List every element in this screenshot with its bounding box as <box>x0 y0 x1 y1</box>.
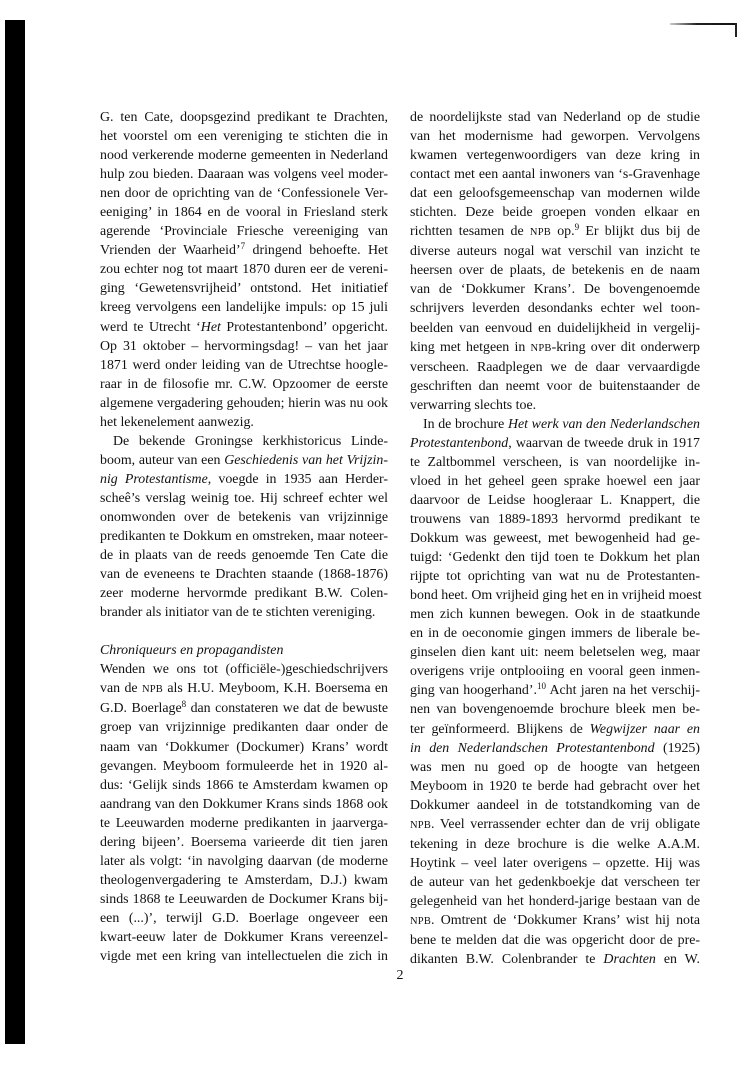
text-line: Op 31 oktober – hervormingsdag! – van het jaar <box>100 338 388 354</box>
text-line: de auteur van het gedenkboekje dat verscheen ter <box>410 874 700 890</box>
text-line <box>100 470 388 489</box>
text-line: een (...)’, terwijl G.D. Boerlage ongeveer een <box>100 910 388 926</box>
text-run: Protestantenbond’ opgericht. <box>220 319 388 335</box>
text-line <box>410 222 700 242</box>
text-run: dan constateren we dat de bewuste <box>186 701 388 717</box>
text-line: dat een geloofsgemeenschap van modernen wilde <box>410 186 700 202</box>
text-run: -kring over dit onderwerp <box>551 339 700 355</box>
text-line: contact met een aantal inwoners van ‘s-Gravenhage <box>410 167 700 183</box>
abbreviation: NPB <box>141 684 163 696</box>
text-run: van de <box>100 681 142 697</box>
text-line: verwarring slechts toe. <box>410 397 537 413</box>
text-line: rijpte tot oprichting van wat nu de Protestanten- <box>410 569 700 585</box>
paragraph <box>100 108 388 432</box>
footnote-ref[interactable]: 8 <box>181 699 187 710</box>
text-line: heersen over de plaats, de betekenis en de naam <box>410 263 700 279</box>
text-line <box>100 451 388 470</box>
page-number: 2 <box>396 968 404 983</box>
italic-run: Geschiedenis van het Vrijzin- <box>224 452 388 468</box>
text-line: algemene vergadering gehouden; hierin was nu ook <box>100 395 388 411</box>
text-line <box>410 815 700 835</box>
crop-mark-vertical <box>735 23 737 37</box>
text-line: tuigd: ‘Gedenkt den tijd toen te Dokkum het plan <box>410 550 700 566</box>
italic-run: Protestantenbond <box>410 435 509 451</box>
text-run: ging van hoogerhand’. <box>410 683 537 699</box>
text-run: werd te Utrecht ‘ <box>100 319 201 335</box>
italic-run: Het <box>200 319 221 335</box>
footnote-ref[interactable]: 7 <box>240 241 246 252</box>
text-line: tekening in deze brochure is die welke A.A.M. <box>410 836 700 852</box>
text-line: sinds 1868 te Leeuwarden de Dockumer Krans bij- <box>100 891 388 907</box>
text-line: van de ‘Dokkumer Krans’. De bovengenoemde <box>410 282 700 298</box>
text-line: men zich kunnen bewegen. Ook in de staatkunde <box>410 607 700 623</box>
text-run: dringend behoefte. Het <box>245 243 388 259</box>
text-line: hulp zou bieden. Daaraan was volgens veel moder- <box>100 167 388 183</box>
text-line: van het modernisme had geworpen. Vervolgens <box>410 129 700 145</box>
text-line: zou echter nog tot maart 1870 duren eer de vereni- <box>100 262 388 278</box>
text-run: . Veel verrassender echter dan de vrij obligate <box>431 816 700 832</box>
text-line: beelden van eenvoud en duidelijkheid in vergelij- <box>410 320 700 336</box>
text-line: later als volgt: ‘in navolging daarvan (de moderne <box>100 853 388 869</box>
text-line: Dokkum was geweest, met bewogenheid had ge- <box>410 531 700 547</box>
text-line <box>410 950 700 969</box>
text-line: te Zaltbommel verscheen, is van noordelijke in- <box>410 454 700 470</box>
footnote-ref[interactable]: 10 <box>536 681 546 692</box>
text-run: , voegde in 1935 aan Herder- <box>207 471 388 487</box>
text-line: trouwens van 1889-1893 hervormd predikant te <box>410 511 700 527</box>
text-line: het lekenelement aanwezig. <box>100 414 254 430</box>
text-line: de in plaats van de reeds genoemde Ten Cate die <box>100 548 388 564</box>
text-line: dus: ‘Gelijk sinds 1866 te Amsterdam kwamen op <box>100 777 388 793</box>
scan-edge-bar <box>5 20 25 1044</box>
text-line: groep van vrijzinnige predikanten daar onder de <box>100 720 388 736</box>
text-line: naam van ‘Dokkumer (Dockumer) Krans’ wordt <box>100 739 388 755</box>
text-line: agerende ‘Provinciale Friesche vereeniging van <box>100 224 388 240</box>
text-line <box>100 318 388 337</box>
crop-mark-horizontal <box>670 23 737 25</box>
italic-run: Het werk van den Nederlandschen <box>507 416 700 432</box>
text-line: dering bijeen’. Boersema varieerde dit tien jaren <box>100 834 388 850</box>
text-run: G.D. Boerlage <box>100 701 182 717</box>
text-line: te Leeuwarden moderne predikanten in jaarverga- <box>100 815 388 831</box>
abbreviation: NPB <box>410 819 432 831</box>
text-line: de noordelijkste stad van Nederland op de studie <box>410 110 700 125</box>
text-line: De bekende Groningse kerkhistoricus Linde- <box>113 433 388 449</box>
text-run: en W. <box>655 952 700 968</box>
italic-run: Wegwijzer naar en <box>589 721 700 737</box>
text-run: op. <box>550 224 575 240</box>
abbreviation: NPB <box>529 227 551 239</box>
text-line <box>100 679 388 699</box>
text-line: kwamen vertegenwoordigers van deze kring in <box>410 148 700 164</box>
text-line: geschriften dan neemt voor de buitenstaander de <box>410 378 700 394</box>
text-line: van de eveneens te Drachten staande (1868-1876) <box>100 567 388 583</box>
text-line: Dokkumer aandeel in de totstandkoming van de <box>410 797 700 813</box>
text-line <box>410 720 700 739</box>
text-line <box>410 434 700 453</box>
text-line: en in de oeconomie gingen immers de liberale be- <box>410 626 700 642</box>
text-line: Meyboom in 1920 te berde had gebracht over het <box>410 778 700 794</box>
text-run: , waarvan de tweede druk in 1917 <box>508 435 700 451</box>
text-run: als H.U. Meyboom, K.H. Boersema en <box>162 681 388 697</box>
text-line: stichten. Deze beide groepen vonden elkaar en <box>410 205 700 221</box>
text-run: (1925) <box>654 740 700 756</box>
text-line: bond heet. Om vrijheid ging het en in vrijheid moest <box>410 588 702 604</box>
text-run: Vrienden der Waarheid’ <box>100 243 241 259</box>
text-line: daarvoor de Leidse hoogleraar L. Knappert, die <box>410 492 700 508</box>
text-line: nood verkerende moderne gemeenten in Nederland <box>100 148 388 164</box>
text-run: king met hetgeen in <box>410 339 531 355</box>
text-line: verscheen. Raadplegen we de daar vervaardigde <box>410 359 700 375</box>
left-column <box>100 108 388 966</box>
paragraph <box>410 415 700 969</box>
text-line <box>410 739 700 758</box>
text-line: theologenvergadering te Amsterdam, D.J.) kwam <box>100 872 388 888</box>
text-line: predikanten te Dokkum en omstreken, maar noteer- <box>100 529 388 545</box>
text-line: raar in de filosofie mr. C.W. Opzoomer de eerste <box>100 376 388 392</box>
text-line: gelegenheid van het honderd-jarige bestaan van de <box>410 893 700 909</box>
abbreviation: NPB <box>410 915 432 927</box>
text-run: boom, auteur van een <box>100 452 225 468</box>
text-line <box>100 699 388 718</box>
text-line: ginselen dien kant uit: neem beletselen weg, maar <box>410 645 700 661</box>
paragraph <box>410 108 700 415</box>
text-line: was men nu goed op de hoogte van hetgeen <box>410 759 700 775</box>
text-line: Hoytink – veel later overigens – opzette. Hij was <box>410 855 700 871</box>
text-run: Acht jaren na het verschij- <box>545 683 700 699</box>
italic-run: in den Nederlandschen Protestantenbond <box>410 740 655 756</box>
text-run: In de brochure <box>423 416 508 432</box>
section-heading: Chroniqueurs en propagandisten <box>100 643 284 659</box>
text-line <box>100 241 388 260</box>
text-line: kreeg vervolgens een landelijke impuls: op 15 juli <box>100 300 388 316</box>
text-line: G. ten Cate, doopsgezind predikant te Drachten, <box>100 110 388 125</box>
text-line: eeniging’ in 1864 en de vooral in Friesland sterk <box>100 205 388 221</box>
text-line <box>410 681 700 700</box>
text-line: zeer moderne hervormde predikant B.W. Colen- <box>100 586 388 602</box>
footnote-ref[interactable]: 9 <box>574 222 580 233</box>
text-line: kwart-eeuw later de Dokkumer Krans vereenzel- <box>100 929 388 945</box>
paragraph <box>100 660 388 966</box>
text-line <box>410 911 700 931</box>
text-run: ter geïnformeerd. Blijkens de <box>410 721 590 737</box>
italic-run: Drachten <box>603 952 656 968</box>
text-run: . Omtrent de ‘Dokkumer Krans’ wist hij nota <box>431 912 700 928</box>
text-run: dikanten B.W. Colenbrander te <box>410 952 604 968</box>
text-line: nen door de oprichting van de ‘Confessionele Ver- <box>100 186 388 202</box>
text-line: ging ‘Gewetensvrijheid’ ontstond. Het initiatief <box>100 281 388 297</box>
text-line: gevangen. Meyboom formuleerde het in 1920 al- <box>100 758 388 774</box>
text-line: nen van bovengenoemde brochure bleek men be- <box>410 702 700 718</box>
text-line: vigde met een kring van intellectuelen die zich in <box>100 949 388 965</box>
text-line: aandrang van den Dokkumer Krans sinds 1868 ook <box>100 796 388 812</box>
text-line: brander als initiator van de te stichten vereniging. <box>100 605 376 621</box>
text-line: 1871 werd onder leiding van de Utrechtse hoogle- <box>100 357 388 373</box>
text-line: het voorstel om een vereniging te stichten die in <box>100 129 388 145</box>
text-line: onomwonden over de betekenis van vrijzinnige <box>100 509 388 525</box>
right-column <box>410 108 700 969</box>
text-line: schrijvers leverden desondanks echter wel toon- <box>410 301 700 317</box>
text-line: vloed in het geheel geen sprake hoewel een jaar <box>410 473 700 489</box>
abbreviation: NPB <box>530 342 552 354</box>
text-line <box>410 338 700 358</box>
paragraph <box>100 432 388 622</box>
text-line <box>410 415 700 434</box>
text-line: diverse auteurs nogal wat verschil van inzicht te <box>410 244 700 260</box>
text-line: scheê’s verslag weinig toe. Hij schreef echter wel <box>100 490 388 506</box>
text-line: Wenden we ons tot (officiële-)geschiedschrijvers <box>100 662 388 678</box>
text-line: overigens vrije ontplooiing en vooral geen inmen- <box>410 664 700 680</box>
text-run: Er blijkt dus bij de <box>579 224 701 240</box>
text-run: richtten tesamen de <box>410 224 530 240</box>
italic-run: nig Protestantisme <box>100 471 208 487</box>
text-line: bene te melden dat die was opgericht door de pre- <box>410 933 700 949</box>
